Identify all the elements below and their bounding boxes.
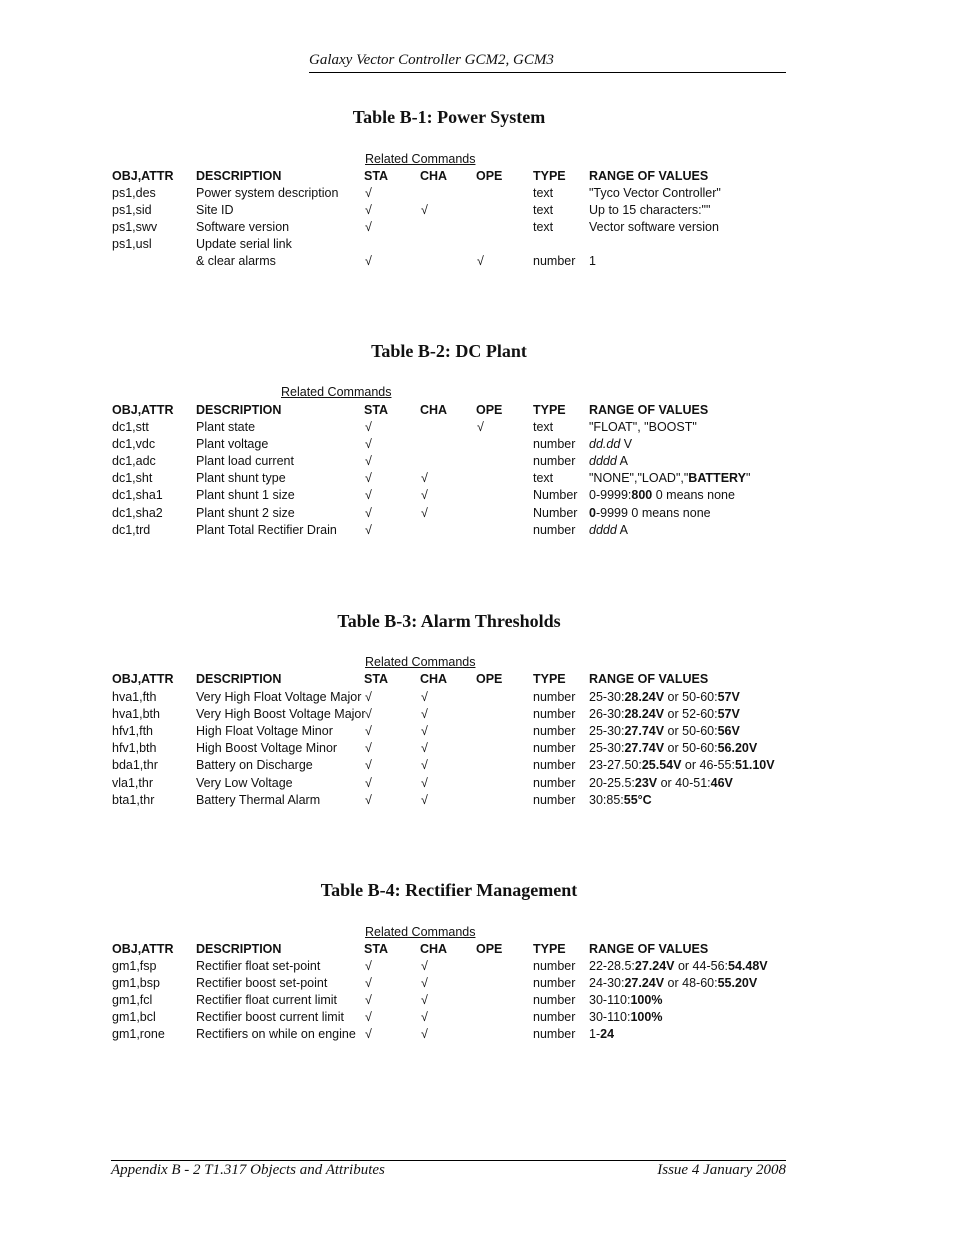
range-segment: dddd <box>589 522 617 537</box>
cell-type: number <box>533 690 576 704</box>
range-segment: -9999 0 means none <box>595 505 711 520</box>
range-segment: 24-30: <box>589 976 625 991</box>
cell-type: number <box>533 741 576 756</box>
cell-description: Rectifier boost set-point <box>196 976 328 991</box>
cell-range-of-values <box>589 1027 614 1041</box>
cell-description: Very High Float Voltage Major <box>196 690 362 704</box>
check-mark-cha: √ <box>421 724 428 739</box>
footer-right-text: Issue 4 January 2008 <box>657 1162 786 1178</box>
range-segment: 23V <box>634 775 658 790</box>
related-commands-label: Related Commands <box>281 385 392 399</box>
check-mark-sta: √ <box>365 186 372 200</box>
cell-description: Battery Thermal Alarm <box>196 792 321 807</box>
range-segment: 24 <box>600 1027 615 1042</box>
range-segment: "FLOAT", "BOOST" <box>589 420 697 434</box>
table-row <box>0 437 954 454</box>
cell-obj-attr: ps1,sid <box>112 203 152 218</box>
cell-obj-attr: dc1,adc <box>112 454 156 469</box>
check-mark-ope: √ <box>477 420 484 434</box>
range-segment: or 44-56: <box>674 959 729 973</box>
related-commands-label: Related Commands <box>365 152 476 166</box>
cell-type: number <box>533 1010 576 1025</box>
range-segment: or 52-60: <box>664 707 718 722</box>
check-mark-sta: √ <box>365 707 372 722</box>
table-row <box>0 454 954 471</box>
range-segment: or 50-60: <box>664 741 718 756</box>
range-segment: 0 <box>589 505 596 520</box>
cell-description: Site ID <box>196 203 234 218</box>
column-header-sta: STA <box>364 403 389 417</box>
cell-obj-attr: hfv1,fth <box>112 724 153 739</box>
cell-range-of-values <box>589 186 721 200</box>
range-segment: 0 means none <box>652 488 735 503</box>
column-header-sta: STA <box>364 169 389 183</box>
table-row <box>0 1027 954 1044</box>
column-header-ope: OPE <box>476 169 503 183</box>
check-mark-cha: √ <box>421 741 428 756</box>
table-row <box>0 203 954 220</box>
cell-range-of-values <box>589 454 628 468</box>
check-mark-cha: √ <box>421 690 428 704</box>
range-segment: A <box>616 522 628 537</box>
cell-description: Plant state <box>196 420 256 434</box>
cell-type: text <box>533 203 554 218</box>
range-segment: 100% <box>630 1010 663 1025</box>
column-header-cha: CHA <box>420 169 448 183</box>
cell-type: number <box>533 707 576 722</box>
range-segment: 25-30: <box>589 741 625 756</box>
check-mark-sta: √ <box>365 741 372 756</box>
column-header-range: RANGE OF VALUES <box>589 942 709 956</box>
check-mark-sta: √ <box>365 993 372 1008</box>
cell-type: number <box>533 993 576 1008</box>
check-mark-sta: √ <box>365 437 372 452</box>
range-segment: Vector software version <box>589 220 719 235</box>
check-mark-cha: √ <box>421 1027 428 1042</box>
table-row <box>0 1010 954 1027</box>
range-segment: 27.74V <box>624 741 665 756</box>
check-mark-cha: √ <box>421 993 428 1008</box>
cell-type: number <box>533 1027 576 1042</box>
footer-left-text: Appendix B - 2 T1.317 Objects and Attributes <box>111 1162 385 1178</box>
check-mark-sta: √ <box>365 724 372 739</box>
table-header-row <box>0 169 954 186</box>
cell-type: number <box>533 775 576 790</box>
cell-description: Rectifiers on while on engine <box>196 1027 356 1042</box>
range-segment: 54.48V <box>728 959 768 973</box>
column-header-obj: OBJ,ATTR <box>112 403 174 417</box>
cell-description: Rectifier float set-point <box>196 959 321 973</box>
column-header-range: RANGE OF VALUES <box>589 403 709 417</box>
column-header-desc: DESCRIPTION <box>196 169 282 183</box>
cell-range-of-values <box>589 690 740 704</box>
range-segment: 26-30: <box>589 707 625 722</box>
table-row <box>0 523 954 540</box>
range-segment: 57V <box>717 707 740 722</box>
cell-type: text <box>533 420 554 434</box>
table-row <box>0 690 954 707</box>
cell-type: number <box>533 959 576 973</box>
cell-range-of-values <box>589 203 710 217</box>
cell-obj-attr: bda1,thr <box>112 758 158 773</box>
cell-obj-attr: gm1,bsp <box>112 976 160 991</box>
table-row <box>0 758 954 775</box>
range-segment: 23-27.50: <box>589 758 642 773</box>
cell-obj-attr: gm1,fcl <box>112 993 153 1008</box>
table-row <box>0 471 954 488</box>
range-segment: or 50-60: <box>664 724 718 739</box>
cell-type: number <box>533 976 576 991</box>
column-header-type: TYPE <box>533 942 566 956</box>
table-row <box>0 776 954 793</box>
cell-description: Plant shunt type <box>196 471 286 486</box>
range-segment: 22-28.5: <box>589 959 635 973</box>
check-mark-cha: √ <box>421 959 428 973</box>
range-segment: 30:85: <box>589 792 624 807</box>
range-segment: 1 <box>589 254 596 269</box>
range-segment: 30-110: <box>589 1010 631 1025</box>
cell-obj-attr: dc1,sha1 <box>112 488 163 503</box>
cell-range-of-values <box>589 471 750 485</box>
cell-type: number <box>533 758 576 773</box>
column-header-type: TYPE <box>533 169 566 183</box>
check-mark-cha: √ <box>421 976 428 991</box>
cell-range-of-values <box>589 741 757 755</box>
cell-type: text <box>533 186 554 200</box>
table-row <box>0 254 954 271</box>
cell-obj-attr: ps1,swv <box>112 220 158 235</box>
table-row <box>0 724 954 741</box>
range-segment: 28.24V <box>624 707 665 722</box>
column-header-obj: OBJ,ATTR <box>112 942 174 956</box>
cell-range-of-values <box>589 724 740 738</box>
cell-obj-attr: gm1,fsp <box>112 959 157 973</box>
cell-type: number <box>533 254 576 269</box>
range-segment: "NONE","LOAD"," <box>589 471 689 486</box>
cell-range-of-values <box>589 758 775 772</box>
cell-obj-attr: ps1,usl <box>112 237 152 252</box>
range-segment: 55°C <box>623 792 652 807</box>
cell-type: number <box>533 724 576 739</box>
check-mark-sta: √ <box>365 792 372 807</box>
column-header-range: RANGE OF VALUES <box>589 672 709 686</box>
cell-type: text <box>533 220 554 235</box>
cell-range-of-values <box>589 976 757 990</box>
check-mark-cha: √ <box>421 792 428 807</box>
check-mark-sta: √ <box>365 420 372 434</box>
check-mark-cha: √ <box>421 758 428 773</box>
column-header-desc: DESCRIPTION <box>196 942 282 956</box>
page-header-title: Galaxy Vector Controller GCM2, GCM3 <box>309 52 554 68</box>
cell-range-of-values <box>589 1010 662 1024</box>
cell-description: Plant shunt 2 size <box>196 505 295 520</box>
range-segment: 800 <box>631 488 653 503</box>
check-mark-sta: √ <box>365 254 372 269</box>
range-segment: or 40-51: <box>657 775 711 790</box>
cell-obj-attr: hfv1,bth <box>112 741 157 756</box>
check-mark-sta: √ <box>365 775 372 790</box>
cell-range-of-values <box>589 993 662 1007</box>
column-header-ope: OPE <box>476 403 503 417</box>
check-mark-sta: √ <box>365 1027 372 1042</box>
cell-obj-attr: dc1,stt <box>112 420 149 434</box>
range-segment: 27.74V <box>624 724 665 739</box>
cell-description: Battery on Discharge <box>196 758 313 773</box>
range-segment: A <box>616 454 628 469</box>
range-segment: or 50-60: <box>664 690 718 704</box>
cell-range-of-values <box>589 523 628 537</box>
check-mark-cha: √ <box>421 471 428 486</box>
check-mark-cha: √ <box>421 488 428 503</box>
table-header-row <box>0 672 954 689</box>
cell-obj-attr: dc1,sht <box>112 471 153 486</box>
range-segment: 56V <box>717 724 740 739</box>
cell-range-of-values <box>589 506 711 520</box>
table-row <box>0 959 954 976</box>
cell-description: Update serial link <box>196 237 292 252</box>
cell-range-of-values <box>589 793 652 807</box>
cell-range-of-values <box>589 420 697 434</box>
cell-obj-attr: vla1,thr <box>112 775 153 790</box>
cell-description: Rectifier boost current limit <box>196 1010 344 1025</box>
column-header-cha: CHA <box>420 672 448 686</box>
table-row <box>0 793 954 810</box>
cell-type: text <box>533 471 554 486</box>
check-mark-ope: √ <box>477 254 484 269</box>
check-mark-sta: √ <box>365 454 372 469</box>
cell-obj-attr: gm1,bcl <box>112 1010 156 1025</box>
range-segment: 27.24V <box>634 959 675 973</box>
range-segment: Up to 15 characters:"" <box>589 203 711 218</box>
table-row <box>0 993 954 1010</box>
table-title: Table B-3: Alarm Thresholds <box>337 611 561 631</box>
cell-description: Plant load current <box>196 454 294 469</box>
cell-obj-attr: dc1,trd <box>112 522 151 537</box>
cell-obj-attr: hva1,bth <box>112 707 160 722</box>
check-mark-sta: √ <box>365 522 372 537</box>
check-mark-sta: √ <box>365 488 372 503</box>
footer-rule <box>111 1160 786 1161</box>
table-row <box>0 976 954 993</box>
cell-obj-attr: dc1,vdc <box>112 437 156 452</box>
table-row <box>0 707 954 724</box>
range-segment: 51.10V <box>734 758 775 773</box>
range-segment: 28.24V <box>624 690 665 704</box>
column-header-type: TYPE <box>533 672 566 686</box>
range-segment: 25-30: <box>589 724 625 739</box>
table-header-row <box>0 403 954 420</box>
range-segment: dddd <box>589 454 617 469</box>
column-header-obj: OBJ,ATTR <box>112 169 174 183</box>
check-mark-cha: √ <box>421 1010 428 1025</box>
table-title: Table B-2: DC Plant <box>371 341 527 361</box>
cell-type: number <box>533 437 576 452</box>
column-header-obj: OBJ,ATTR <box>112 672 174 686</box>
cell-obj-attr: ps1,des <box>112 186 156 200</box>
column-header-cha: CHA <box>420 942 448 956</box>
cell-range-of-values <box>589 776 733 790</box>
table-row <box>0 506 954 523</box>
table-row <box>0 186 954 203</box>
cell-description: Rectifier float current limit <box>196 993 338 1008</box>
table-row <box>0 220 954 237</box>
range-segment: 25-30: <box>589 690 625 704</box>
cell-range-of-values <box>589 254 596 268</box>
table-row <box>0 488 954 505</box>
check-mark-sta: √ <box>365 1010 372 1025</box>
cell-type: number <box>533 522 576 537</box>
cell-range-of-values <box>589 488 735 502</box>
range-segment: " <box>745 471 751 486</box>
cell-obj-attr: hva1,fth <box>112 690 157 704</box>
cell-description: Plant shunt 1 size <box>196 488 295 503</box>
range-segment: 20-25.5: <box>589 775 635 790</box>
column-header-sta: STA <box>364 672 389 686</box>
range-segment: V <box>620 437 633 452</box>
cell-range-of-values <box>589 437 632 451</box>
cell-description: Plant Total Rectifier Drain <box>196 522 337 537</box>
check-mark-cha: √ <box>421 775 428 790</box>
cell-obj-attr: bta1,thr <box>112 792 155 807</box>
range-segment: 27.24V <box>624 976 665 991</box>
column-header-ope: OPE <box>476 942 503 956</box>
check-mark-sta: √ <box>365 220 372 235</box>
check-mark-sta: √ <box>365 758 372 773</box>
range-segment: 1- <box>589 1027 601 1042</box>
range-segment: or 46-55: <box>681 758 735 773</box>
cell-type: number <box>533 792 576 807</box>
column-header-sta: STA <box>364 942 389 956</box>
table-row <box>0 420 954 437</box>
check-mark-cha: √ <box>421 203 428 218</box>
column-header-ope: OPE <box>476 672 503 686</box>
range-segment: 46V <box>710 775 733 790</box>
column-header-desc: DESCRIPTION <box>196 672 282 686</box>
related-commands-label: Related Commands <box>365 655 476 669</box>
cell-description: & clear alarms <box>196 254 276 269</box>
cell-description: Power system description <box>196 186 339 200</box>
table-title: Table B-1: Power System <box>352 107 546 127</box>
cell-description: Very High Boost Voltage Major <box>196 707 366 722</box>
range-segment: 56.20V <box>717 741 758 756</box>
range-segment: 30-110: <box>589 993 631 1008</box>
cell-description: High Float Voltage Minor <box>196 724 333 739</box>
table-title: Table B-4: Rectifier Management <box>320 880 578 900</box>
range-segment: "Tyco Vector Controller" <box>589 186 721 200</box>
cell-type: Number <box>533 505 578 520</box>
check-mark-sta: √ <box>365 471 372 486</box>
column-header-desc: DESCRIPTION <box>196 403 282 417</box>
cell-description: Plant voltage <box>196 437 269 452</box>
table-row <box>0 237 954 254</box>
related-commands-label: Related Commands <box>365 925 476 939</box>
column-header-cha: CHA <box>420 403 448 417</box>
check-mark-sta: √ <box>365 959 372 973</box>
cell-type: number <box>533 454 576 469</box>
check-mark-sta: √ <box>365 690 372 704</box>
range-segment: BATTERY <box>688 471 746 486</box>
cell-obj-attr: dc1,sha2 <box>112 505 163 520</box>
cell-range-of-values <box>589 220 719 234</box>
range-segment: dd.dd <box>589 437 621 452</box>
cell-description: High Boost Voltage Minor <box>196 741 338 756</box>
check-mark-sta: √ <box>365 976 372 991</box>
cell-range-of-values <box>589 959 768 973</box>
cell-obj-attr: gm1,rone <box>112 1027 165 1042</box>
range-segment: 25.54V <box>641 758 682 773</box>
cell-description: Software version <box>196 220 290 235</box>
range-segment: 0-9999: <box>589 488 632 503</box>
check-mark-cha: √ <box>421 505 428 520</box>
range-segment: or 48-60: <box>664 976 718 991</box>
header-rule <box>309 72 786 73</box>
range-segment: 57V <box>717 690 740 704</box>
column-header-type: TYPE <box>533 403 566 417</box>
check-mark-sta: √ <box>365 203 372 218</box>
cell-description: Very Low Voltage <box>196 775 293 790</box>
cell-range-of-values <box>589 707 740 721</box>
range-segment: 100% <box>630 993 663 1008</box>
cell-type: Number <box>533 488 578 503</box>
table-header-row <box>0 942 954 959</box>
range-segment: 55.20V <box>717 976 758 991</box>
column-header-range: RANGE OF VALUES <box>589 169 709 183</box>
check-mark-cha: √ <box>421 707 428 722</box>
table-row <box>0 741 954 758</box>
check-mark-sta: √ <box>365 505 372 520</box>
